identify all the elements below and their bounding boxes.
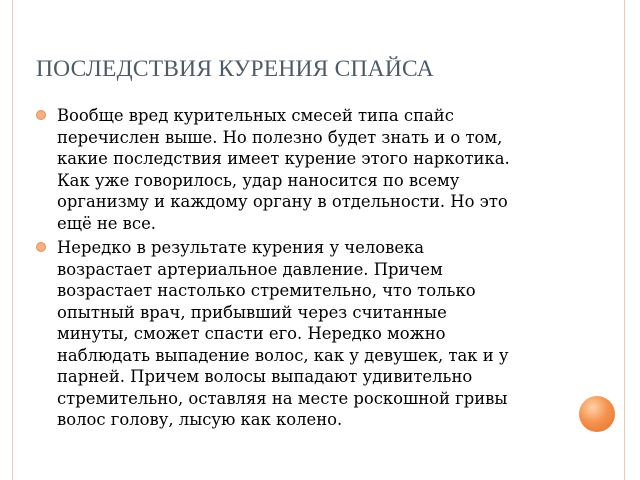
slide-content (36, 105, 616, 434)
slide-title: ПОСЛЕДСТВИЯ КУРЕНИЯ СПАЙСА (36, 56, 434, 82)
decorative-orb-icon (579, 396, 615, 432)
bullet-text: Вообще вред курительных смесей типа спайс перечислен выше. Но полезно будет знать и о том, какие последствия имеет курение этого наркотика. Как уже говорилось, удар наносится по всему организму и каждому органу в отдельности. Но это ещё не все. (57, 106, 510, 233)
bullet-item-1 (36, 105, 616, 234)
bullet-text: Нередко в результате курения у человека возрастает артериальное давление. Причем возрастает настолько стремительно, что только опытный врач, прибывший через считанные минуты, сможет спасти его. Нередко можно наблюдать выпадение волос, как у девушек, так и у парней. Причем волосы выпадают удивительно стремительно, оставляя на месте роскошной гривы волос голову, лысую как колено. (57, 238, 509, 429)
bullet-dot-icon (36, 242, 46, 252)
bullet-item-2 (36, 237, 616, 431)
bullet-dot-icon (36, 110, 46, 120)
